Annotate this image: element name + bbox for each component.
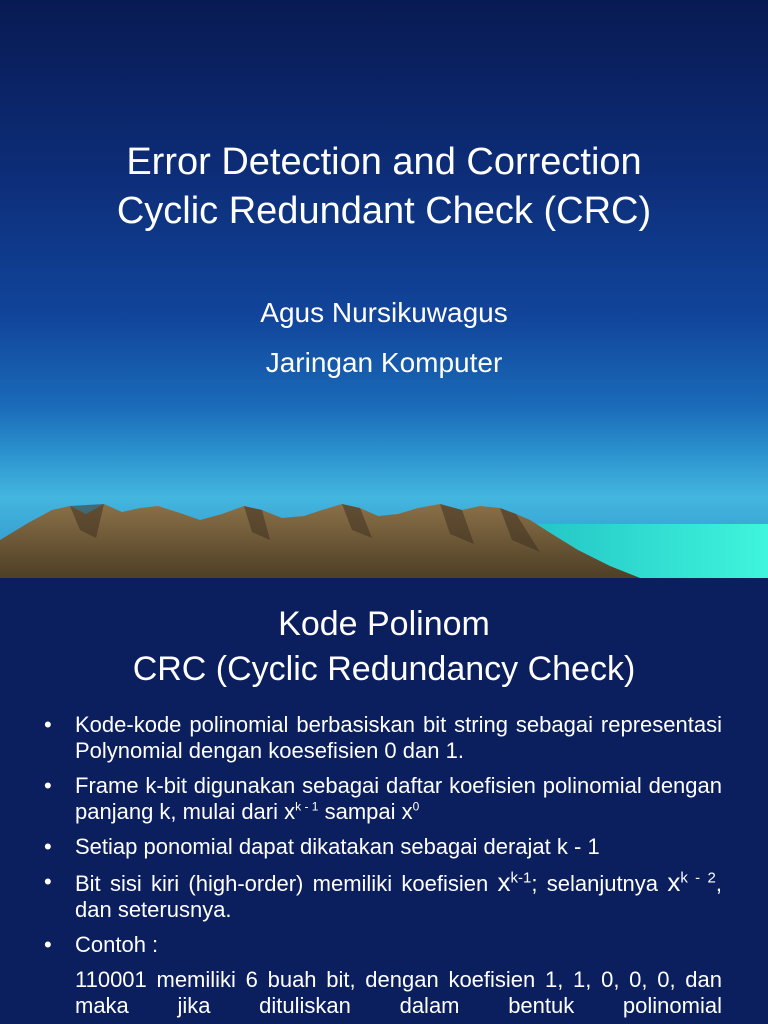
bullet-item-3: • Setiap ponomial dapat dikatakan sebagai derajat k - 1 — [44, 834, 722, 860]
bullet-item-1: • Kode-kode polinomial berbasiskan bit string sebagai representasi Polynomial dengan koesefisien 0 dan 1. — [44, 712, 722, 764]
slide1-author: Agus Nursikuwagus — [260, 297, 508, 328]
mountain-landscape-illustration — [0, 420, 768, 578]
bullet-item-2: • Frame k-bit digunakan sebagai daftar koefisien polinomial dengan panjang k, mulai dari $x^{k - 1}$ sampai $x^0$ — [44, 773, 722, 825]
bullet-item-4: • Bit sisi kiri (high-order) memiliki koefisien $x^{k-1}$; selanjutnya $x^{k - 2}$, dan seterusnya. — [44, 869, 722, 923]
slide1-title-line1: Error Detection and Correction — [126, 141, 642, 183]
slide2-title-line2: CRC (Cyclic Redundancy Check) — [132, 650, 636, 688]
slide2-title-line1: Kode Polinom — [278, 605, 490, 643]
slide1-course: Jaringan Komputer — [265, 347, 503, 378]
slide2-title — [0, 602, 768, 692]
content-slide — [0, 578, 768, 1024]
slide1-title — [0, 138, 768, 236]
slide1-title-line2: Cyclic Redundant Check (CRC) — [116, 190, 652, 232]
example-paragraph: 110001 memiliki 6 buah bit, dengan koefisien 1, 1, 0, 0, 0, dan maka jika dituliskan dalam bentuk polinomial — [75, 967, 722, 1018]
bullet-list — [44, 712, 722, 1024]
bullet-item-5: • Contoh : — [44, 932, 722, 958]
